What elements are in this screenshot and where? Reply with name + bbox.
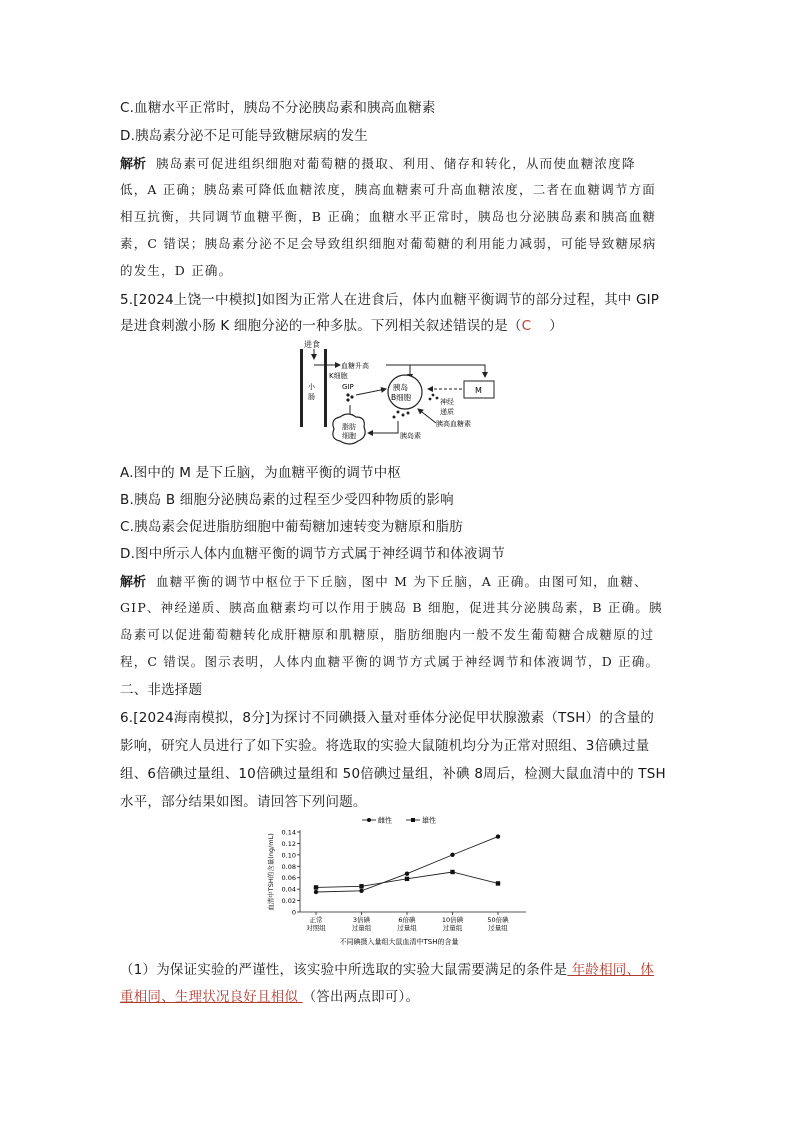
- q6-sub1-line-1: （1）为保证实验的严谨性，该实验中所选取的实验大鼠需要满足的条件是 年龄相同、体: [120, 962, 654, 978]
- q6-sub1-line-2: 重相同、生理状况良好且相似 （答出两点即可）。: [120, 989, 420, 1005]
- diagram-k-cell-label: K细胞: [329, 372, 348, 380]
- q5-stem-line-2: 是进食刺激小肠 K 细胞分泌的一种多肽。下列相关叙述错误的是（C ）: [120, 318, 563, 334]
- q6-stem-line-3: 组、6倍碘过量组、10倍碘过量组和 50倍碘过量组，补碘 8周后，检测大鼠血清中的 TSH: [120, 766, 666, 782]
- glucose-regulation-diagram: [290, 337, 500, 452]
- q5-option-c: C.胰岛素会促进脂肪细胞中葡萄糖加速转变为糖原和脂肪: [120, 519, 463, 535]
- q5-option-b: B.胰岛 B 细胞分泌胰岛素的过程至少受四种物质的影响: [120, 492, 454, 508]
- chart-x-tick-label: 3倍碘: [352, 916, 371, 924]
- q4-option-d: D.胰岛素分泌不足可能导致糖尿病的发生: [120, 128, 368, 144]
- legend-label: 雌性: [378, 816, 392, 825]
- chart-x-tick-label: 10倍碘: [441, 916, 464, 924]
- chart-y-tick-label: 0.02: [281, 897, 296, 906]
- chart-point: [314, 885, 318, 889]
- svg-text:肠: 肠: [308, 393, 315, 401]
- chart-y-tick-label: 0.12: [281, 839, 296, 848]
- chart-point: [450, 853, 454, 857]
- chart-x-tick-label: 过量组: [351, 924, 372, 932]
- svg-text:B细胞: B细胞: [391, 393, 412, 402]
- chart-point: [405, 877, 409, 881]
- q6-sub1-answer-part-2: 重相同、生理状况良好且相似: [120, 989, 303, 1005]
- diagram-m-box: M: [475, 386, 482, 395]
- q4-analysis-label: 解析: [120, 157, 147, 172]
- chart-x-tick-label: 6倍碘: [398, 916, 416, 924]
- legend-label: 雄性: [422, 816, 436, 825]
- q5-analysis-line-4: 程，C 错误。图示表明，人体内血糖平衡的调节方式属于神经调节和体液调节，D 正确。: [120, 654, 660, 669]
- q6-stem-line-4: 水平，部分结果如图。请回答下列问题。: [120, 794, 367, 810]
- q5-analysis-label: 解析: [120, 575, 147, 590]
- chart-point: [314, 890, 318, 894]
- chart-y-axis-label: 血清中TSH的含量(ng/mL): [267, 833, 275, 911]
- chart-title: 不同碘摄入量组大鼠血清中TSH的含量: [339, 938, 459, 946]
- chart-legend: [362, 816, 436, 825]
- q6-sub1-answer-part-1: 年龄相同、体: [567, 962, 654, 978]
- chart-y-tick-label: 0.14: [281, 828, 296, 837]
- svg-text:小: 小: [308, 383, 315, 391]
- diagram-glucagon-label: 胰高血糖素: [436, 420, 471, 428]
- section-title: 二、非选择题: [120, 682, 203, 698]
- chart-y-tick-label: 0.10: [281, 851, 296, 860]
- chart-series-line: [316, 837, 498, 892]
- chart-point: [496, 834, 500, 838]
- diagram-eat-label: 进食: [304, 340, 320, 349]
- q4-analysis-line-1: 解析 胰岛素可促进组织细胞对葡萄糖的摄取、利用、储存和转化，从而使血糖浓度降: [120, 156, 636, 172]
- chart-y-tick-label: 0.06: [281, 874, 296, 883]
- svg-text:递质: 递质: [440, 408, 454, 416]
- q5-analysis-line-3: 岛素可以促进葡萄糖转化成肝糖原和肌糖原，脂肪细胞内一般不发生葡萄糖合成糖原的过: [120, 627, 655, 642]
- svg-text:细胞: 细胞: [342, 432, 356, 440]
- q4-analysis-line-4: 素，C 错误；胰岛素分泌不足会导致组织细胞对葡萄糖的利用能力减弱，可能导致糖尿病: [120, 236, 657, 251]
- chart-point: [359, 889, 363, 893]
- svg-text:神经: 神经: [440, 398, 454, 406]
- q5-analysis-line-2: GIP、神经递质、胰高血糖素均可以作用于胰岛 B 细胞，促进其分泌胰岛素，B 正确。胰: [120, 600, 663, 615]
- legend-marker: [367, 818, 371, 822]
- chart-x-tick-label: 过量组: [442, 924, 463, 932]
- chart-x-tick-label: 50倍碘: [487, 916, 509, 924]
- diagram-glucose-rise-label: 血糖升高: [341, 362, 369, 370]
- q5-stem-line-1: 5.[2024上饶一中模拟]如图为正常人在进食后，体内血糖平衡调节的部分过程，其中 GIP: [120, 292, 660, 308]
- chart-x-tick-label: 对照组: [306, 924, 326, 932]
- chart-x-tick-label: 正常: [309, 916, 323, 924]
- chart-point: [450, 870, 454, 874]
- q4-option-c: C.血糖水平正常时，胰岛不分泌胰岛素和胰高血糖素: [120, 100, 436, 116]
- q4-analysis-line-5: 的发生，D 正确。: [120, 263, 233, 278]
- diagram-insulin-label: 胰岛素: [400, 432, 421, 440]
- q4-analysis-line-3: 相互抗衡，共同调节血糖平衡，B 正确；血糖水平正常时，胰岛也分泌胰岛素和胰高血糖: [120, 209, 657, 224]
- diagram-islet-label: 胰岛: [393, 383, 408, 392]
- q6-stem-line-2: 影响，研究人员进行了如下实验。将选取的实验大鼠随机均分为正常对照组、3倍碘过量: [120, 738, 650, 754]
- q5-option-a: A.图中的 M 是下丘脑，为血糖平衡的调节中枢: [120, 465, 402, 481]
- q6-stem-line-1: 6.[2024海南模拟，8分]为探讨不同碘摄入量对垂体分泌促甲状腺激素（TSH）的含量的: [120, 710, 655, 726]
- tsh-line-chart: [264, 814, 534, 949]
- q5-option-d: D.图中所示人体内血糖平衡的调节方式属于神经调节和体液调节: [120, 546, 505, 562]
- chart-x-tick-label: 过量组: [397, 924, 417, 932]
- diagram-gip-label: GIP: [342, 383, 354, 391]
- chart-point: [405, 872, 409, 876]
- chart-x-tick-label: 过量组: [488, 924, 508, 932]
- chart-y-tick-label: 0.08: [281, 862, 296, 871]
- q5-answer: C: [521, 318, 532, 334]
- chart-y-tick-label: 0.04: [281, 885, 296, 894]
- q4-analysis-line-2: 低，A 正确；胰岛素可降低血糖浓度，胰高血糖素可升高血糖浓度，二者在血糖调节方面: [120, 182, 657, 197]
- diagram-fat-cell-label: 脂肪: [342, 423, 356, 431]
- chart-point: [359, 884, 363, 888]
- chart-y-tick-label: 0: [291, 908, 296, 917]
- chart-point: [496, 881, 500, 885]
- legend-marker: [411, 818, 415, 822]
- q5-analysis-line-1: 解析 血糖平衡的调节中枢位于下丘脑，图中 M 为下丘脑，A 正确。由图可知，血糖、: [120, 574, 648, 590]
